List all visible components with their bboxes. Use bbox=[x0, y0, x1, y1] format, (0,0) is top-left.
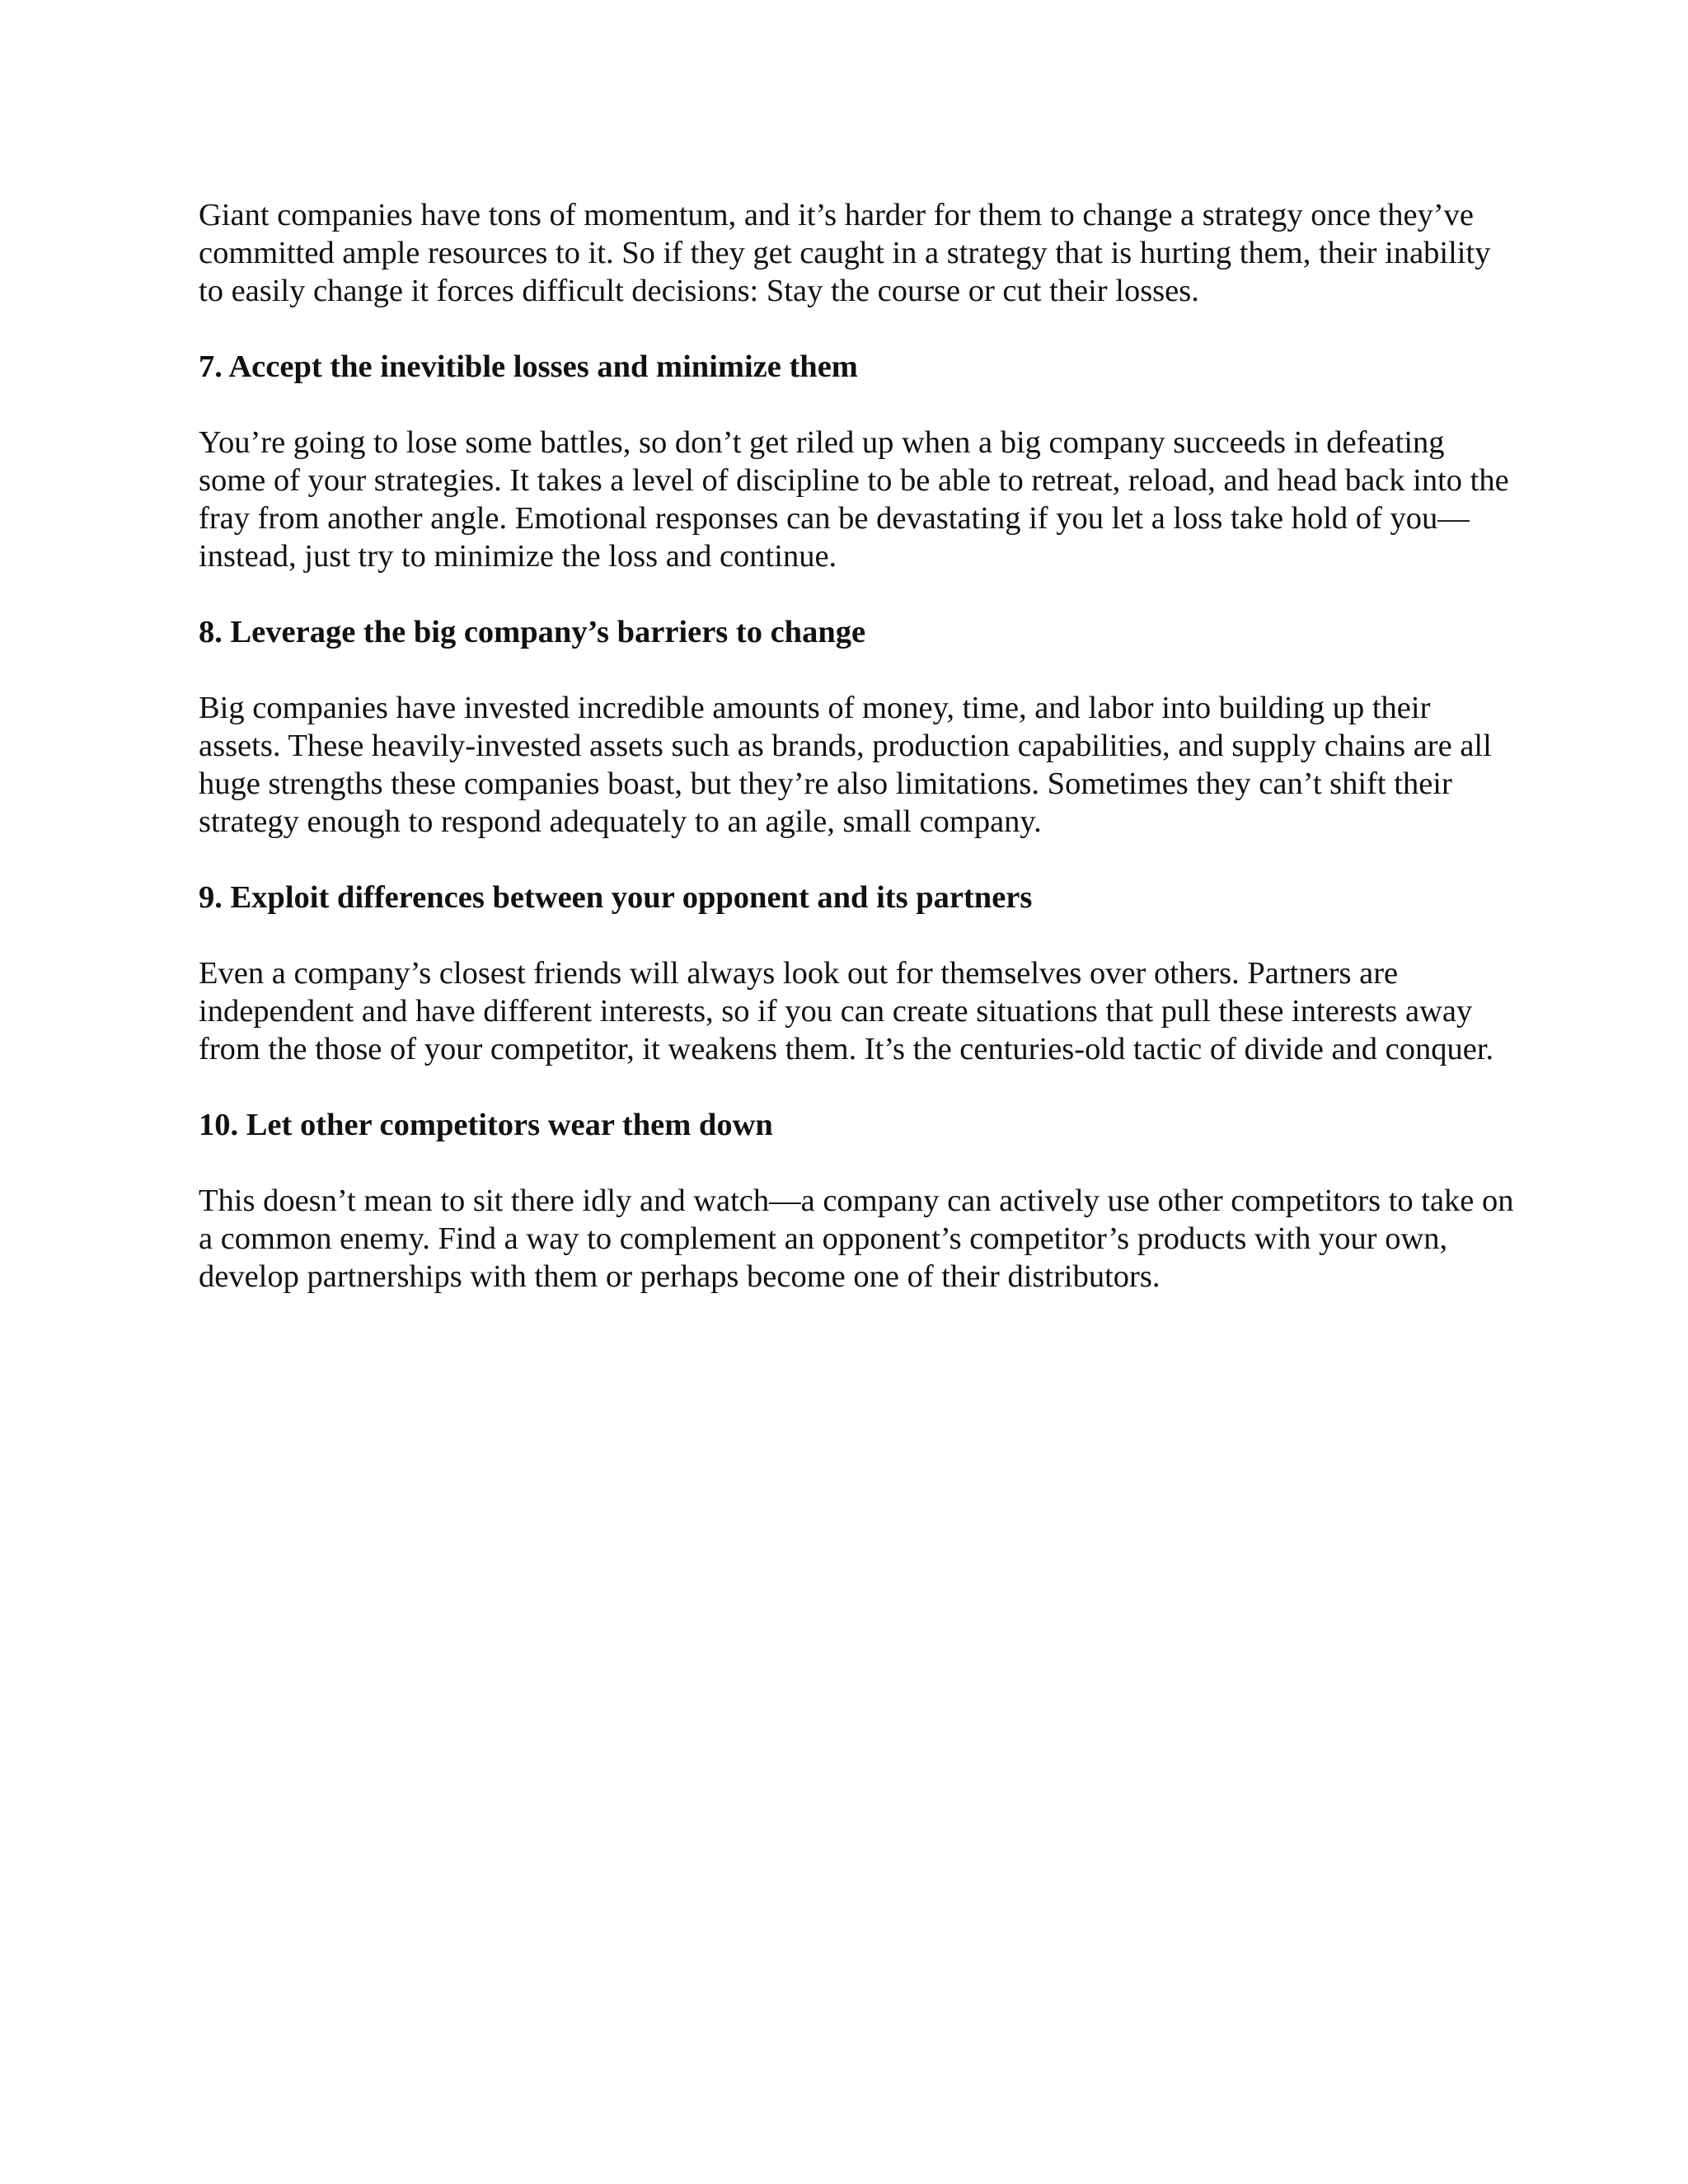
section-8-body: Big companies have invested incredible amounts of money, time, and labor into building up their assets. These heavily-invested assets such as brands, production capabilities, and supply chains are all huge strengths these companies boast, but they’re also limitations. Sometimes they can’t shift their strategy enough to respond adequately to an agile, small company. bbox=[199, 691, 1492, 839]
section-9-heading: 9. Exploit differences between your opponent and its partners bbox=[199, 880, 1033, 915]
section-7-heading: 7. Accept the inevitible losses and minimize them bbox=[199, 349, 858, 384]
section-8-heading: 8. Leverage the big company’s barriers to change bbox=[199, 615, 866, 649]
intro-paragraph: Giant companies have tons of momentum, and it’s harder for them to change a strategy once they’ve committed ample resources to it. So if they get caught in a strategy that is hurting them, their inability to easily change it forces difficult decisions: Stay the course or cut their losses. bbox=[199, 198, 1491, 308]
section-7-body: You’re going to lose some battles, so don’t get riled up when a big company succeeds in defeating some of your strategies. It takes a level of discipline to be able to retreat, reload, and head back into the fray from another angle. Emotional responses can be devastating if you let a loss take hold of you—instead, just try to minimize the loss and continue. bbox=[199, 425, 1509, 574]
section-10-body: This doesn’t mean to sit there idly and watch—a company can actively use other competitors to take on a common enemy. Find a way to complement an opponent’s competitor’s products with your own, develop partnerships with them or perhaps become one of their distributors. bbox=[199, 1183, 1514, 1294]
document-page bbox=[199, 196, 1517, 1333]
section-9-body: Even a company’s closest friends will always look out for themselves over others. Partners are independent and have different interests, so if you can create situations that pull these interests away from the those of your competitor, it weakens them. It’s the centuries-old tactic of divide and conquer. bbox=[199, 956, 1494, 1066]
section-10-heading: 10. Let other competitors wear them down bbox=[199, 1108, 773, 1142]
